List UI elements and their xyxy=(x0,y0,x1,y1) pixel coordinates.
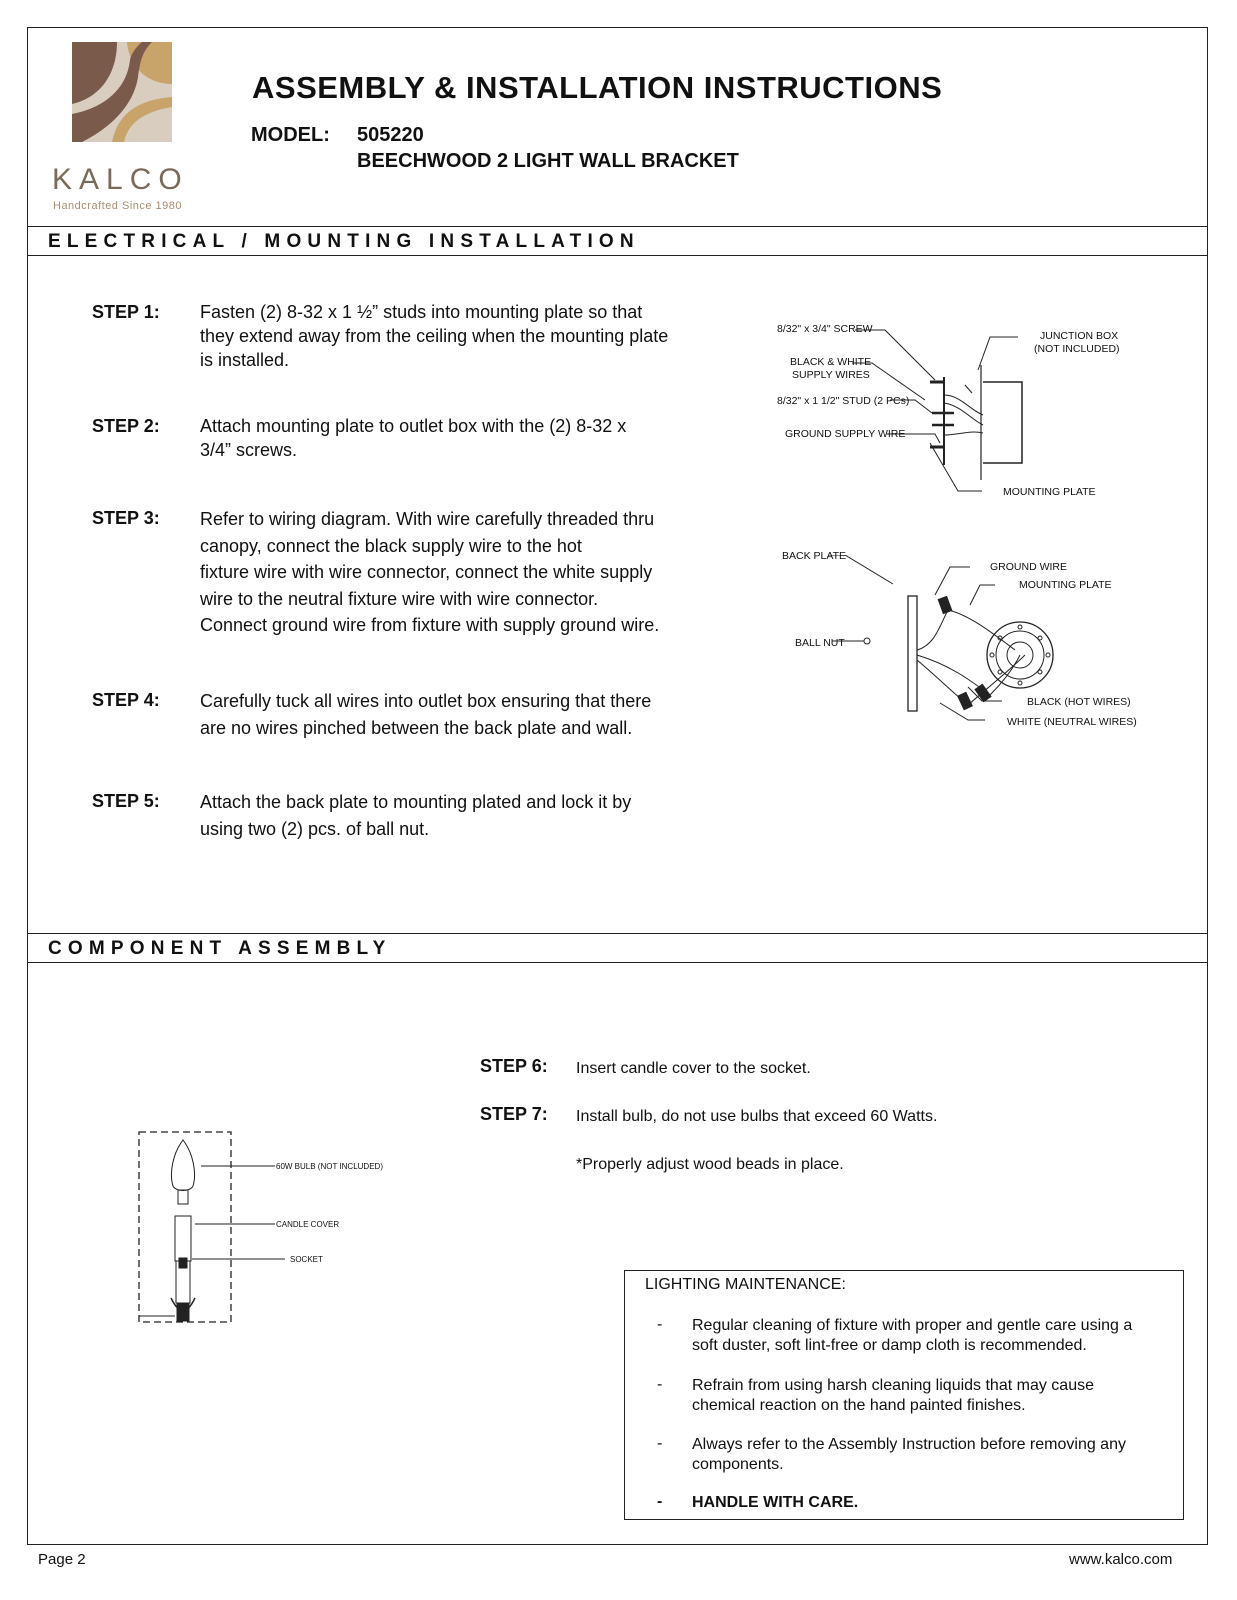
maintenance-line: Regular cleaning of fixture with proper and gentle care using a xyxy=(692,1317,1133,1334)
diagram-label: BLACK (HOT WIRES) xyxy=(1027,696,1131,708)
step-line: canopy, connect the black supply wire to the hot xyxy=(200,535,582,556)
bullet-dash: - xyxy=(657,1376,663,1393)
page-title: ASSEMBLY & INSTALLATION INSTRUCTIONS xyxy=(252,70,943,105)
step-line: Insert candle cover to the socket. xyxy=(576,1060,811,1077)
step-line: 3/4” screws. xyxy=(200,440,298,460)
step-text xyxy=(200,414,626,462)
section-title-component: COMPONENT ASSEMBLY xyxy=(48,938,392,959)
diagram-label: 60W BULB (NOT INCLUDED) xyxy=(276,1162,383,1171)
maintenance-line: Refrain from using harsh cleaning liquids that may cause xyxy=(692,1377,1094,1394)
step-label: STEP 6: xyxy=(480,1056,548,1076)
step-label: STEP 5: xyxy=(92,791,160,811)
bullet-dash: - xyxy=(657,1493,663,1510)
page-number: Page 2 xyxy=(38,1551,86,1568)
maintenance-item xyxy=(692,1316,1132,1356)
divider xyxy=(27,933,1208,934)
brand-logo xyxy=(72,42,172,142)
step-line: they extend away from the ceiling when the mounting plate xyxy=(200,326,669,346)
website-link[interactable]: www.kalco.com xyxy=(1069,1551,1173,1568)
maintenance-line: Always refer to the Assembly Instruction before removing any xyxy=(692,1436,1126,1453)
maintenance-item xyxy=(692,1435,1126,1475)
candle-diagram xyxy=(135,1128,395,1328)
step-text xyxy=(200,300,668,372)
maintenance-item xyxy=(692,1493,858,1513)
step-line: wire to the neutral fixture wire with wire connector. xyxy=(200,588,599,609)
step-line: Attach mounting plate to outlet box with the (2) 8-32 x xyxy=(200,416,627,436)
diagram-label: BLACK & WHITE xyxy=(790,356,872,368)
note: *Properly adjust wood beads in place. xyxy=(576,1156,844,1173)
diagram-label: (NOT INCLUDED) xyxy=(1034,343,1120,355)
diagram-label: BALL NUT xyxy=(795,637,845,649)
step-label: STEP 1: xyxy=(92,302,160,322)
step-text xyxy=(200,688,651,741)
maintenance-line: components. xyxy=(692,1456,784,1473)
step-line: Fasten (2) 8-32 x 1 ½” studs into mounting plate so that xyxy=(200,302,643,322)
bullet-dash: - xyxy=(657,1316,663,1333)
step-line: Refer to wiring diagram. With wire carefully threaded thru xyxy=(200,509,655,529)
step-label: STEP 4: xyxy=(92,690,160,710)
brand-tagline: Handcrafted Since 1980 xyxy=(53,200,183,212)
diagram-label: SUPPLY WIRES xyxy=(792,369,870,381)
step-line: fixture wire with wire connector, connect the white supply xyxy=(200,562,653,582)
section-title-electrical: ELECTRICAL / MOUNTING INSTALLATION xyxy=(48,231,640,252)
step-label: STEP 7: xyxy=(480,1104,548,1124)
maintenance-line: soft duster, soft lint-free or damp cloth is recommended. xyxy=(692,1337,1087,1354)
diagram-label: SOCKET xyxy=(290,1255,323,1264)
step-text xyxy=(200,506,659,639)
diagram-label: MOUNTING PLATE xyxy=(1019,579,1112,591)
bullet-dash: - xyxy=(657,1435,663,1452)
step-line: Connect ground wire from fixture with supply ground wire. xyxy=(200,615,660,635)
model-number: 505220 xyxy=(357,124,424,146)
brand-name: KALCO xyxy=(52,163,189,196)
diagram-label: GROUND WIRE xyxy=(990,561,1067,573)
diagram-label: 8/32" x 1 1/2" STUD (2 PCs) xyxy=(777,395,910,407)
model-name: BEECHWOOD 2 LIGHT WALL BRACKET xyxy=(357,150,739,172)
model-label: MODEL: xyxy=(251,124,330,146)
step-label: STEP 2: xyxy=(92,416,160,436)
maintenance-title: LIGHTING MAINTENANCE: xyxy=(645,1276,846,1293)
diagram-label: CANDLE COVER xyxy=(276,1220,340,1229)
step-line: Attach the back plate to mounting plated and lock it by xyxy=(200,792,632,812)
step-text xyxy=(576,1057,811,1081)
step-label: STEP 3: xyxy=(92,508,160,528)
diagram-label: MOUNTING PLATE xyxy=(1003,486,1096,498)
step-line: Install bulb, do not use bulbs that exceed 60 Watts. xyxy=(576,1108,938,1125)
step-line: are no wires pinched between the back plate and wall. xyxy=(200,717,633,738)
diagram-label: BACK PLATE xyxy=(782,550,846,562)
maintenance-line: HANDLE WITH CARE. xyxy=(692,1494,859,1511)
diagram-label: JUNCTION BOX xyxy=(1040,330,1119,342)
step-text xyxy=(200,789,631,842)
diagram-label: WHITE (NEUTRAL WIRES) xyxy=(1007,716,1137,728)
divider xyxy=(27,962,1208,963)
step-line: using two (2) pcs. of ball nut. xyxy=(200,818,430,839)
step-line: Carefully tuck all wires into outlet box ensuring that there xyxy=(200,691,652,711)
divider xyxy=(27,255,1208,256)
step-text xyxy=(576,1105,937,1129)
diagram-label: 8/32" x 3/4" SCREW xyxy=(777,323,873,335)
maintenance-line: chemical reaction on the hand painted finishes. xyxy=(692,1397,1026,1414)
maintenance-item xyxy=(692,1376,1094,1416)
step-line: is installed. xyxy=(200,350,290,370)
logo-mark-icon xyxy=(72,42,172,142)
diagram-label: GROUND SUPPLY WIRE xyxy=(785,428,906,440)
divider xyxy=(27,226,1208,227)
